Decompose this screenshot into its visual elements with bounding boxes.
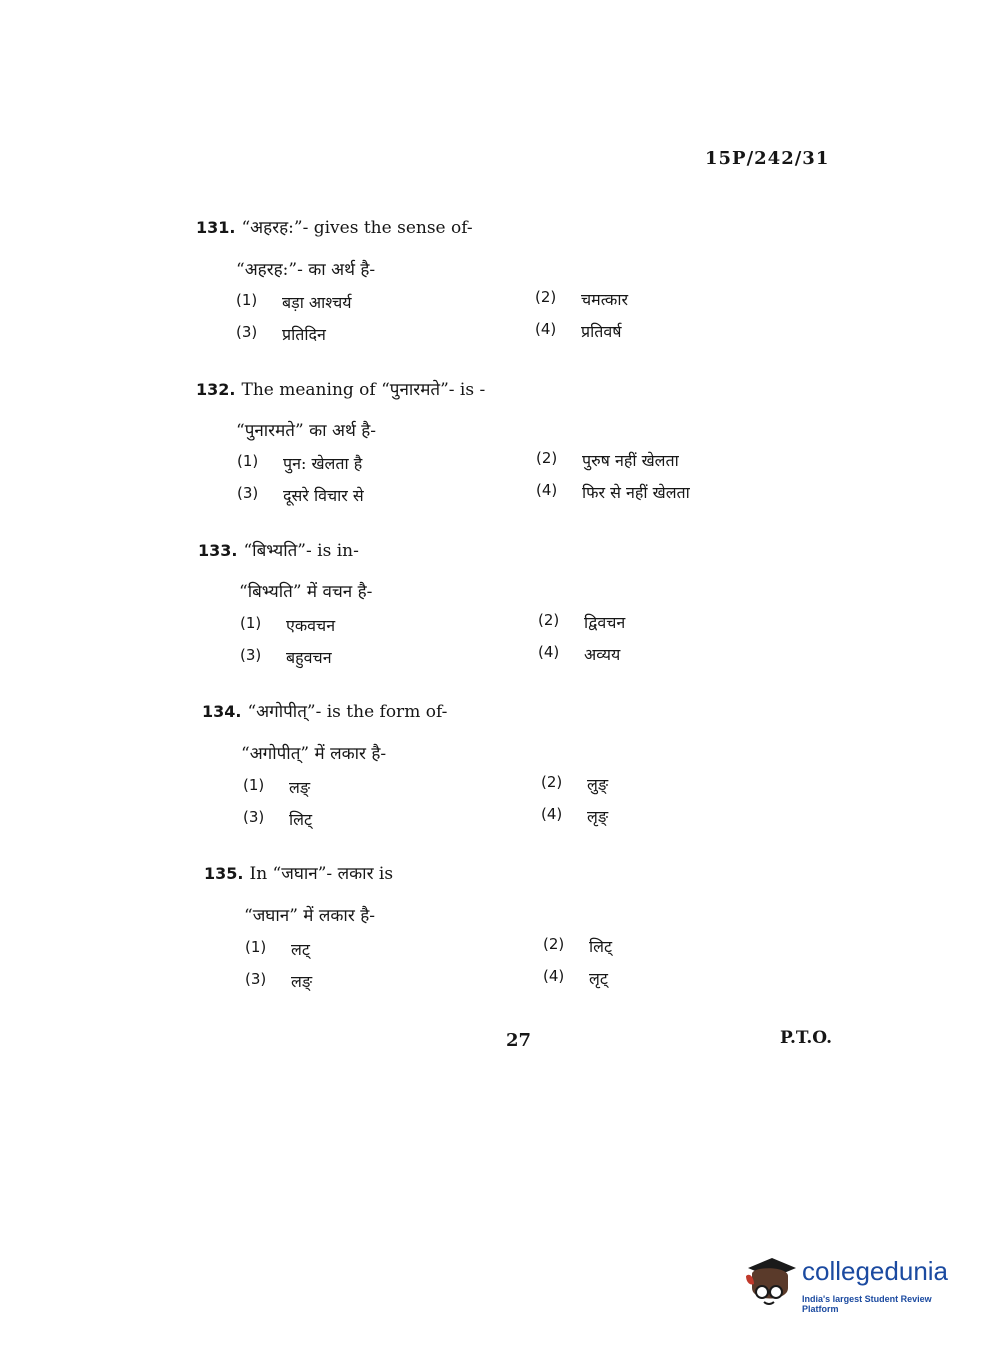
option-number: (3) (237, 484, 259, 502)
option-number: (4) (538, 643, 560, 661)
option-132-3 (237, 484, 364, 506)
question-135-hindi: “जघान” में लकार है- (244, 906, 375, 926)
option-133-1 (240, 614, 335, 636)
question-132-english (196, 377, 485, 400)
question-133-english (198, 538, 359, 561)
option-132-2 (536, 449, 679, 471)
option-number: (2) (541, 773, 563, 791)
option-text: फिर से नहीं खेलता (582, 483, 690, 502)
option-134-2 (541, 773, 608, 795)
option-text: लुङ् (587, 775, 609, 794)
option-number: (2) (543, 935, 565, 953)
page-number: 27 (506, 1030, 532, 1051)
question-134-english (202, 699, 447, 722)
option-131-3 (236, 323, 326, 345)
option-number: (1) (237, 452, 259, 470)
option-text: बड़ा आश्चर्य (282, 293, 352, 312)
option-text: प्रतिदिन (282, 325, 326, 344)
question-text: “बिभ्यति”- is in- (243, 541, 359, 561)
question-number: 132. (196, 380, 236, 399)
option-134-3 (243, 808, 312, 830)
option-number: (3) (240, 646, 262, 664)
option-number: (1) (236, 291, 258, 309)
question-135-english (204, 861, 393, 884)
option-131-2 (535, 288, 628, 310)
option-133-3 (240, 646, 332, 668)
option-132-1 (237, 452, 362, 474)
option-number: (3) (243, 808, 265, 826)
option-132-4 (536, 481, 690, 503)
option-text: लिट् (589, 937, 613, 956)
option-135-4 (543, 967, 608, 989)
option-text: पुरुष नहीं खेलता (582, 451, 679, 470)
option-number: (1) (243, 776, 265, 794)
question-number: 131. (196, 218, 236, 237)
option-135-3 (245, 970, 312, 992)
option-text: दूसरे विचार से (283, 486, 364, 505)
question-number: 133. (198, 541, 238, 560)
question-131-english (196, 215, 473, 238)
option-134-1 (243, 776, 310, 798)
student-mascot-icon (742, 1254, 798, 1310)
option-number: (1) (240, 614, 262, 632)
collegedunia-logo (742, 1250, 967, 1316)
question-number: 135. (204, 864, 244, 883)
option-133-2 (538, 611, 625, 633)
option-number: (2) (538, 611, 560, 629)
option-text: प्रतिवर्ष (581, 322, 622, 341)
question-text: “अगोपीत्”- is the form of- (247, 702, 448, 722)
logo-wordmark: collegedunia (802, 1256, 949, 1286)
option-131-1 (236, 291, 352, 313)
question-132-hindi: “पुनारमते” का अर्थ है- (236, 421, 376, 441)
option-text: एकवचन (286, 616, 336, 635)
option-number: (4) (536, 481, 558, 499)
option-text: लृट् (589, 969, 608, 988)
option-133-4 (538, 643, 620, 665)
question-text: “अहरह:”- gives the sense of- (241, 218, 473, 238)
option-text: अव्यय (584, 645, 621, 664)
option-number: (4) (543, 967, 565, 985)
option-number: (3) (236, 323, 258, 341)
option-text: चमत्कार (581, 290, 629, 309)
option-text: पुन: खेलता है (283, 454, 363, 473)
option-text: लङ् (289, 778, 311, 797)
option-text: लिट् (289, 810, 313, 829)
option-number: (1) (245, 938, 267, 956)
question-134-hindi: “अगोपीत्” में लकार है- (241, 744, 387, 764)
option-text: लृङ् (587, 807, 609, 826)
option-text: बहुवचन (286, 648, 332, 667)
option-text: लङ् (291, 972, 313, 991)
question-133-hindi: “बिभ्यति” में वचन है- (239, 582, 373, 602)
question-131-hindi: “अहरह:”- का अर्थ है- (236, 260, 376, 280)
option-number: (2) (535, 288, 557, 306)
option-text: द्विवचन (584, 613, 626, 632)
option-number: (4) (535, 320, 557, 338)
pto-label: P.T.O. (780, 1028, 832, 1048)
option-134-4 (541, 805, 608, 827)
option-number: (4) (541, 805, 563, 823)
option-text: लट् (291, 940, 310, 959)
logo-tagline: India's largest Student Review Platform (802, 1294, 932, 1314)
question-text: In “जघान”- लकार is (249, 864, 394, 884)
option-number: (2) (536, 449, 558, 467)
option-135-1 (245, 938, 310, 960)
question-text: The meaning of “पुनारमते”- is - (241, 380, 486, 400)
option-135-2 (543, 935, 612, 957)
paper-code: 15P/242/31 (705, 148, 830, 169)
option-131-4 (535, 320, 622, 342)
option-number: (3) (245, 970, 267, 988)
question-number: 134. (202, 702, 242, 721)
